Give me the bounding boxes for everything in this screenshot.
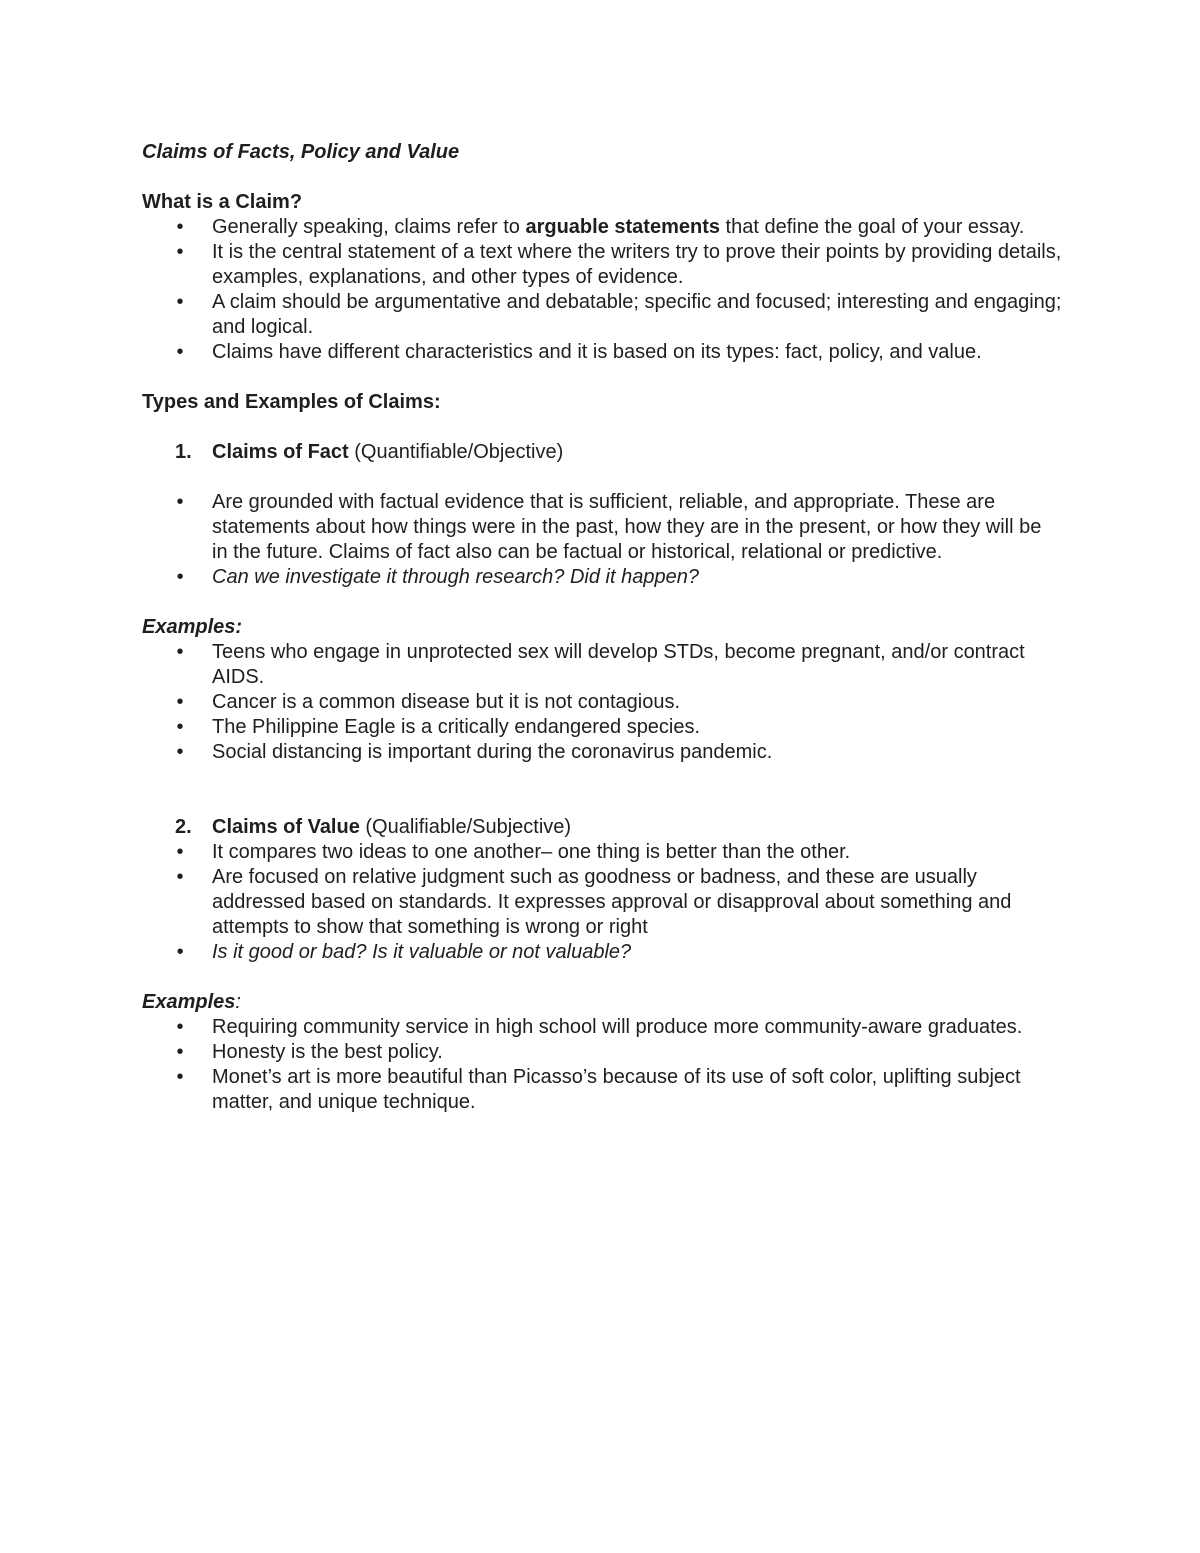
list-item: [142, 565, 1062, 590]
bullet-icon: •: [176, 1016, 184, 1038]
document-page: [142, 140, 1062, 1115]
list-item: • Social distancing is important during the coronavirus pandemic.: [142, 740, 1062, 765]
list-item: • Teens who engage in unprotected sex will develop STDs, become pregnant, and/or contract AIDS.: [142, 640, 1062, 690]
document-title: Claims of Facts, Policy and Value: [142, 141, 460, 163]
fact-section-heading: [142, 440, 1062, 465]
list-item: • It compares two ideas to one another– one thing is better than the other.: [142, 840, 1062, 865]
list-item: • Generally speaking, claims refer to arguable statements that define the goal of your essay.: [142, 215, 1062, 240]
list-item: 1. Claims of Fact (Quantifiable/Objective): [175, 441, 564, 463]
list-item: • Cancer is a common disease but it is not contagious.: [142, 690, 1062, 715]
value-examples-list: [142, 1015, 1062, 1115]
fact-description-list: [142, 490, 1062, 590]
section-label: Claims of Value: [212, 816, 360, 838]
list-item: • Are grounded with factual evidence that is sufficient, reliable, and appropriate. These are statements about how things were in the past, how they are in the present, or how they will be in the future. Claims of fact also can be factual or historical, relational or predictive.: [142, 490, 1062, 565]
list-item: [142, 940, 1062, 965]
bullet-icon: •: [176, 641, 184, 663]
bullet-icon: •: [176, 841, 184, 863]
fact-examples-heading: Examples:: [142, 616, 243, 638]
list-item: • Are focused on relative judgment such as goodness or badness, and these are usually addressed based on standards. It expresses approval or disapproval about something and attempts to show that something is wrong or right: [142, 865, 1062, 940]
list-item: • A claim should be argumentative and debatable; specific and focused; interesting and engaging; and logical.: [142, 290, 1062, 340]
what-is-claim-list: [142, 215, 1062, 365]
guiding-question: Is it good or bad? Is it valuable or not valuable?: [212, 941, 632, 963]
section-label: Claims of Fact: [212, 441, 349, 463]
bullet-icon: •: [176, 941, 184, 963]
bullet-icon: •: [176, 491, 184, 513]
what-is-claim-heading: What is a Claim?: [142, 191, 303, 213]
value-examples-heading: Examples:: [142, 991, 241, 1013]
list-item: 2. Claims of Value (Qualifiable/Subjective): [175, 816, 572, 838]
bullet-icon: •: [176, 1066, 184, 1088]
list-item: • The Philippine Eagle is a critically endangered species.: [142, 715, 1062, 740]
section-number: 1.: [175, 441, 192, 463]
list-item: • Claims have different characteristics and it is based on its types: fact, policy, and value.: [142, 340, 1062, 365]
bullet-icon: •: [176, 291, 184, 313]
list-item: • Monet’s art is more beautiful than Picasso’s because of its use of soft color, uplifting subject matter, and unique technique.: [142, 1065, 1062, 1115]
bullet-icon: •: [176, 1041, 184, 1063]
fact-examples-list: [142, 640, 1062, 765]
types-heading: Types and Examples of Claims:: [142, 391, 441, 413]
bullet-icon: •: [176, 716, 184, 738]
bullet-icon: •: [176, 566, 184, 588]
list-item: • Requiring community service in high school will produce more community-aware graduates.: [142, 1015, 1062, 1040]
bullet-icon: •: [176, 691, 184, 713]
list-item: • It is the central statement of a text where the writers try to prove their points by providing details, examples, explanations, and other types of evidence.: [142, 240, 1062, 290]
guiding-question: Can we investigate it through research? Did it happen?: [212, 566, 699, 588]
list-item: • Honesty is the best policy.: [142, 1040, 1062, 1065]
value-section-heading: [142, 815, 1062, 840]
section-number: 2.: [175, 816, 192, 838]
value-description-list: [142, 840, 1062, 965]
bullet-icon: •: [176, 341, 184, 363]
emphasis-text: arguable statements: [525, 216, 720, 238]
bullet-icon: •: [176, 216, 184, 238]
bullet-icon: •: [176, 241, 184, 263]
bullet-icon: •: [176, 741, 184, 763]
bullet-icon: •: [176, 866, 184, 888]
